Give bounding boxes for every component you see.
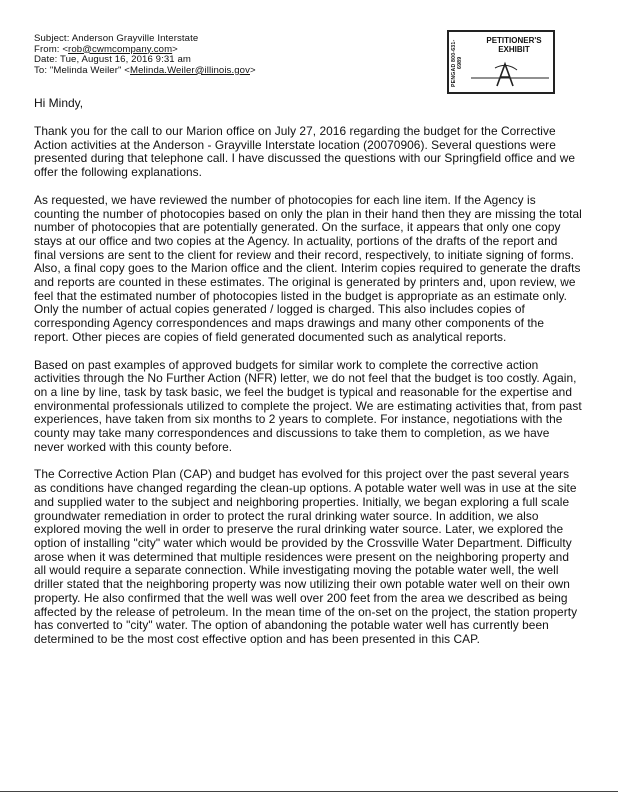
stamp-title: PETITIONER'S EXHIBIT (486, 36, 542, 54)
salutation: Hi Mindy, (34, 96, 84, 110)
paragraph-4: The Corrective Action Plan (CAP) and budget has evolved for this project over the past several years as conditions have changed regarding the clean-up options. A potable water well was in use at the site and supplied water to the subject and neighboring properties. Initially, we began exploring a full scale groundwater remediation in order to protect the rural drinking water source. In addition, we also explored moving the well in order to preserve the rural drinking water source. Later, we explored the option of installing "city" water which would be provided by the Crossville Water Department. Difficulty arose when it was determined that multiple residences were present on the neighboring property and all would require a separate connection. While investigating moving the potable water well, the well driller stated that the neighboring property was now utilizing their own potable water well on their own property. He also confirmed that the well was well over 200 feet from the area we described as being affected by the release of petroleum. In the mean time of the on-set on the project, the station property has converted to "city" water. The option of abandoning the potable water well has currently been determined to be the most cost effective option and has been presented in this CAP. (34, 467, 578, 646)
stamp-side-text: PENGAD 800-631-6989 (451, 39, 463, 87)
paragraph-3: Based on past examples of approved budgets for similar work to complete the corrective action activities through the No Further Action (NFR) letter, we do not feel that the budget is too costly. Again, on a line by line, task by task basic, we feel the budget is typical and reasonable for the expertise and environmental professionals utilized to complete the project. We are estimating activities that, from past experiences, have taken from six months to 2 years to complete. For instance, negotiations with the county may take many correspondences and discussions to take them to completion, as we have never worked with this county before. (34, 357, 582, 454)
to-address-link[interactable]: Melinda.Weiler@illinois.gov (130, 64, 250, 76)
email-subject: Subject: Anderson Grayville Interstate (34, 33, 199, 44)
email-body (34, 125, 582, 661)
from-address-link[interactable]: rob@cwmcompany.com (68, 43, 173, 55)
page-bottom-rule (0, 791, 618, 792)
email-to (34, 66, 256, 77)
from-suffix: > (172, 43, 178, 55)
paragraph-1: Thank you for the call to our Marion office on July 27, 2016 regarding the budget for the Corrective Action activities at the Anderson - Grayville Interstate location (20070906). Several questions were presented during that telephone call. I have discussed the questions with our Springfield office and we offer the following explanations. (34, 124, 576, 180)
to-suffix: > (250, 64, 256, 76)
paragraph-2: As requested, we have reviewed the number of photocopies for each line item. If the Agency is counting the number of photocopies based on only the plan in their hand then they are missing the total number of photocopies that are potentially generated. On the surface, it appears that only one copy stays at our office and two copies at the Agency. In actuality, portions of the drafts of the report and final versions are sent to the client for review and their record, respectively, to initiate signing of forms. Also, a final copy goes to the Marion office and the client. Interim copies required to generate the drafts and reports are counted in these estimates. The original is generated by printers and, upon review, we feel that the estimated number of photocopies listed in the budget is appropriate as an estimate only. Only the number of actual copies generated / logged is charged. This also includes copies of corresponding Agency correspondences and maps drawings and many other components of the report. Other pieces are copies of field generated documented such as analytical reports. (34, 192, 582, 344)
email-date: Date: Tue, August 16, 2016 9:31 am (34, 54, 192, 66)
email-header (34, 34, 256, 76)
to-prefix: To: "Melinda Weiler" < (34, 64, 131, 76)
exhibit-stamp (447, 30, 555, 94)
from-prefix: From: < (34, 43, 69, 55)
stamp-signature-mark (467, 60, 551, 90)
